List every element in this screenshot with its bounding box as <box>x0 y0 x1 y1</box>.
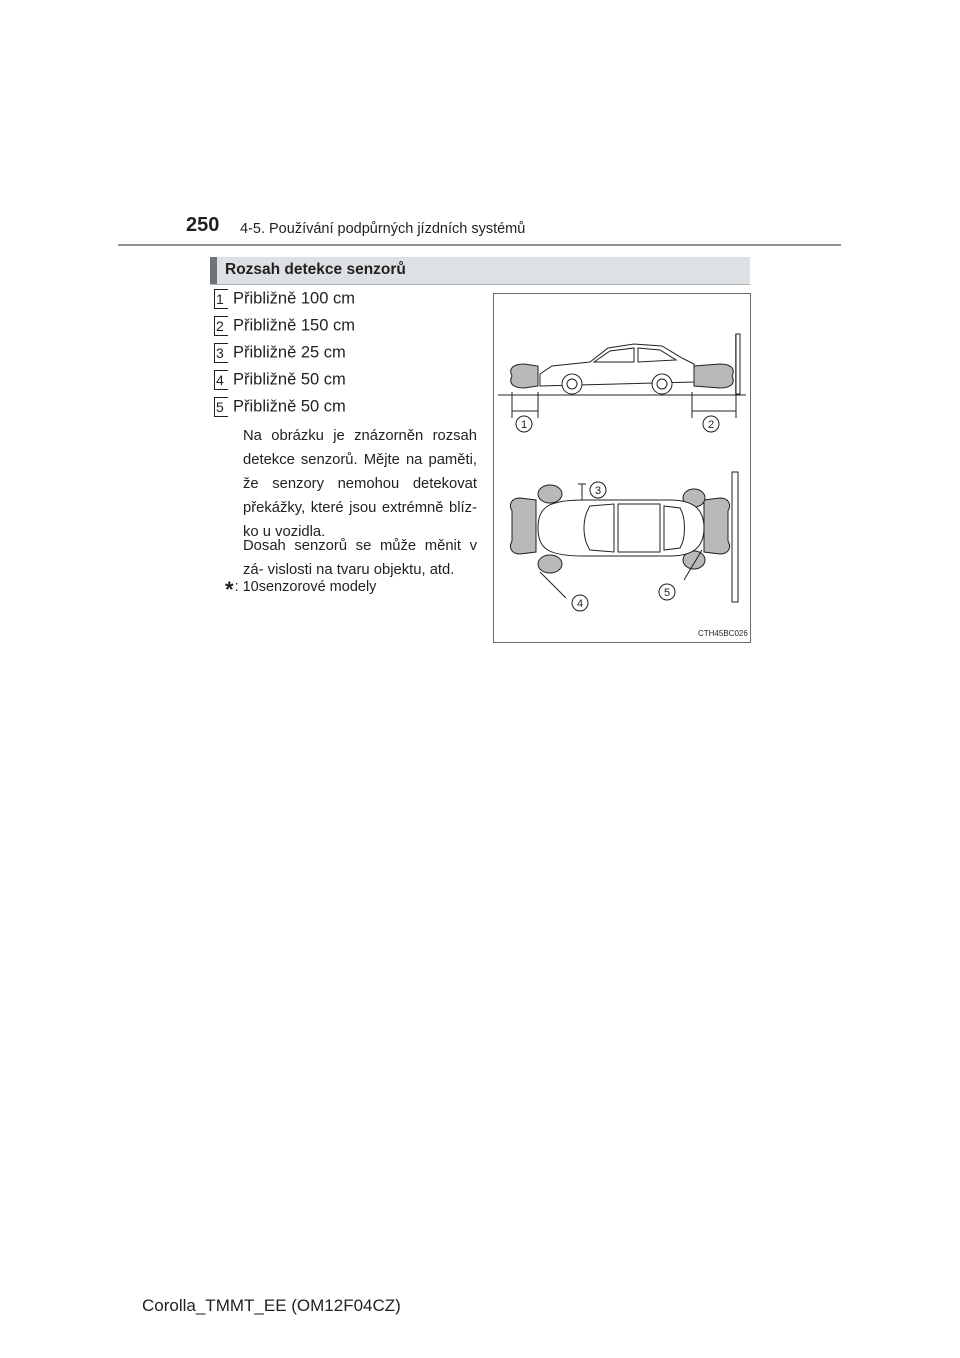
sensor-range-figure <box>493 293 751 643</box>
item-number-badge: 5 <box>214 397 228 417</box>
sensor-range-illustration <box>494 294 750 642</box>
list-item <box>214 316 355 338</box>
list-item <box>214 370 346 392</box>
detection-zone-front-left-corner <box>538 485 562 503</box>
wall-top <box>732 472 738 602</box>
detection-zone-rear-center <box>704 498 730 554</box>
list-item <box>214 289 355 311</box>
item-number-badge: 4 <box>214 370 228 390</box>
subheading-banner <box>210 257 750 285</box>
car-top-body <box>538 500 704 556</box>
callout-label: 2 <box>707 419 715 431</box>
item-text: Přibližně 50 cm <box>233 397 346 416</box>
detection-zone-front-center <box>510 498 536 554</box>
footer-document-id: Corolla_TMMT_EE (OM12F04CZ) <box>142 1296 401 1315</box>
callout-label: 4 <box>576 598 584 610</box>
dim-4-line <box>540 572 566 598</box>
detection-zone-front-side <box>511 364 538 388</box>
page-number: 250 <box>186 214 220 236</box>
subheading-accent-bar <box>210 257 217 284</box>
footnote-text: : 10senzorové modely <box>234 579 377 595</box>
list-item <box>214 397 346 419</box>
detection-zone-rear-side <box>694 364 733 388</box>
callout-label: 1 <box>520 419 528 431</box>
callout-label: 3 <box>594 485 602 497</box>
wall-side <box>736 334 740 394</box>
section-title: 4-5. Používání podpůrných jízdních systémů <box>240 221 526 237</box>
item-number-badge: 2 <box>214 316 228 336</box>
car-rear-wheel <box>652 374 672 394</box>
callout-label: 5 <box>663 587 671 599</box>
car-front-wheel <box>562 374 582 394</box>
item-number-badge: 3 <box>214 343 228 363</box>
item-text: Přibližně 150 cm <box>233 316 355 335</box>
figure-code: CTH45BC026 <box>698 629 748 638</box>
detection-zone-front-right-corner <box>538 555 562 573</box>
note-paragraph: Dosah senzorů se může měnit v zá- vislosti na tvaru objektu, atd. <box>243 538 477 578</box>
item-text: Přibližně 50 cm <box>233 370 346 389</box>
item-number-badge: 1 <box>214 289 228 309</box>
footnote-marker: * <box>225 577 234 602</box>
item-text: Přibližně 100 cm <box>233 289 355 308</box>
subheading-title: Rozsah detekce senzorů <box>225 261 406 278</box>
description-paragraph: Na obrázku je znázorněn rozsah detekce senzorů. Mějte na paměti, že senzory nemohou detekovat překážky, které jsou extrémně blíz- ko u vozidla. <box>243 428 477 540</box>
list-item <box>214 343 346 365</box>
header-divider <box>118 244 841 246</box>
item-text: Přibližně 25 cm <box>233 343 346 362</box>
footnote <box>225 577 376 603</box>
